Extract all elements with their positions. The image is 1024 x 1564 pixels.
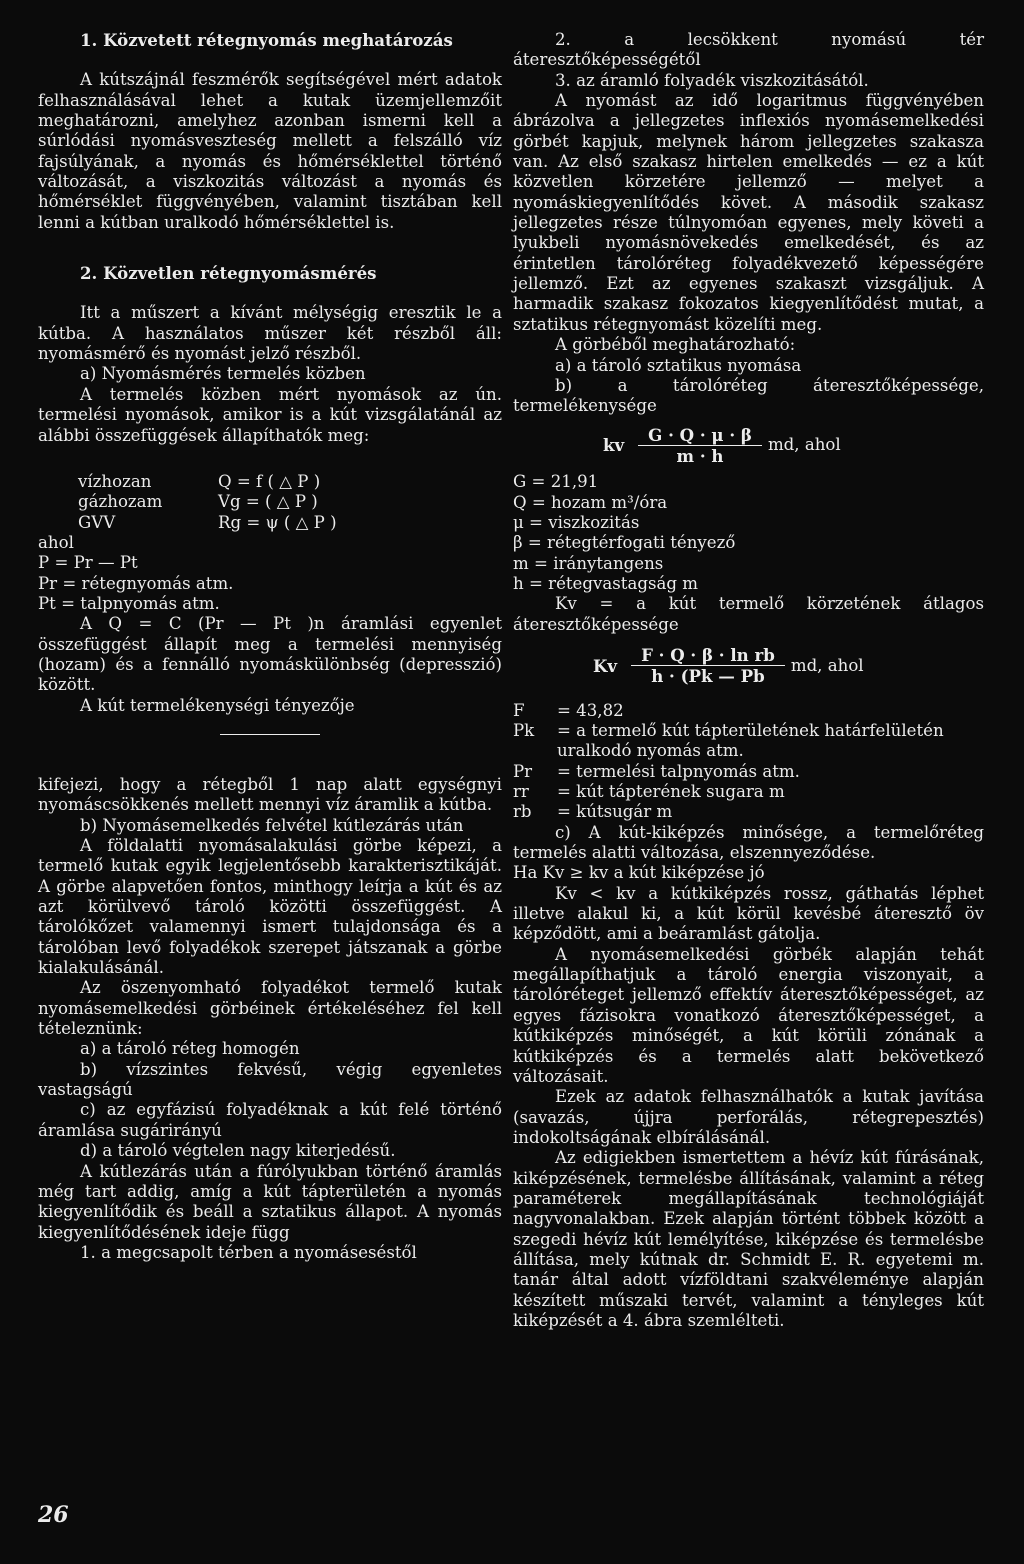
section-heading-2: 2. Közvetlen rétegnyomásmérés xyxy=(80,263,377,284)
symbol: F xyxy=(513,700,525,720)
formula-Kv xyxy=(593,645,984,687)
page-number: 26 xyxy=(38,1502,69,1528)
formula-kv xyxy=(603,425,984,467)
relation-label: vízhozan xyxy=(78,471,152,491)
variable: h = rétegvastagság m xyxy=(513,573,699,593)
formula-tail: md, ahol xyxy=(767,435,841,455)
fraction-numerator: G · Q · μ · β xyxy=(638,425,762,446)
right-column xyxy=(513,30,984,1331)
symbol-definition: = a termelő kút tápterületének határfelületén uralkodó nyomás atm. xyxy=(557,721,944,761)
paragraph: A Q = C (Pr — Pt )n áramlási egyenlet összefüggést állapít meg a termelési mennyiség (hozam) és a fennálló nyomáskülönbség (depresszió) között. xyxy=(38,614,502,695)
symbol: rr xyxy=(513,782,529,802)
list-item: d) a tároló végtelen nagy kiterjedésű. xyxy=(80,1141,396,1161)
paragraph: A görbéből meghatározható: xyxy=(555,335,796,355)
paragraph: Az öszenyomható folyadékot termelő kutak nyomásemelkedési görbéinek értékeléséhez fel kell tételeznünk: xyxy=(38,978,502,1039)
list-item: a) a tároló sztatikus nyomása xyxy=(555,355,802,375)
paragraph: A kút termelékenységi tényezője xyxy=(80,695,355,715)
variable: β = rétegtérfogati tényező xyxy=(513,533,736,553)
paragraph: kifejezi, hogy a rétegből 1 nap alatt egységnyi nyomáscsökkenés mellett mennyi víz áramlik a kútba. xyxy=(38,774,502,815)
symbol: Pr xyxy=(513,761,533,781)
formula-lhs: Kv xyxy=(593,655,618,676)
symbol: rb xyxy=(513,802,532,822)
symbol-definition: = kútsugár m xyxy=(557,802,673,822)
paragraph: A földalatti nyomásalakulási görbe képezi, a termelő kutak egyik legjelentősebb karakterisztikáját. A görbe alapvetően fontos, minthogy leírja a kút és az azt körülvevő tároló közötti összefüggést. A tárolókőzet valamennyi ismert tulajdonsága és a tárolóban levő folyadékok szerepet játszanak a görbe kialakulásánál. xyxy=(38,836,502,978)
variable: m = iránytangens xyxy=(513,553,664,573)
section-heading-1: 1. Közvetett rétegnyomás meghatározás xyxy=(80,30,453,50)
paragraph: Itt a műszert a kívánt mélységig eresztik le a kútba. A használatos műszer két részből áll: nyomásmérő és nyomást jelző részből. xyxy=(38,303,502,364)
paragraph: A nyomást az idő logaritmus függvényében ábrázolva a jellegzetes inflexiós nyomásemelkedési görbét kapjuk, melynek három jellegzetes szakasza van. Az első szakasz hirtelen emelkedés — ez a kút közvetlen körzetére jellemző — melyet a nyomáskiegyenlítődés követ. A második szakasz jellegzetes része túlnyomóan egyenes, mely követi a lyukbeli nyomásnövekedés emelkedését, és az érintetlen tárolóréteg folyadékvezető képességére jellemző. Ezt az egyenes szakaszt vizsgáljuk. A harmadik szakasz fokozatos kiegyenlítődést mutat, a sztatikus rétegnyomást közelíti meg. xyxy=(513,91,984,334)
relation-label: gázhozam xyxy=(78,492,163,512)
relations xyxy=(38,472,502,533)
definition: P = Pr — Pt xyxy=(38,553,138,573)
variable: μ = viszkozitás xyxy=(513,512,640,532)
list-item: c) az egyfázisú folyadéknak a kút felé történő áramlása sugárirányú xyxy=(38,1100,502,1140)
left-column xyxy=(38,30,502,1263)
list-item: b) vízszintes fekvésű, végig egyenletes vastagságú xyxy=(38,1059,502,1100)
variable: G = 21,91 xyxy=(513,472,599,492)
definition: Pr = rétegnyomás atm. xyxy=(38,573,234,593)
formula-tail: md, ahol xyxy=(790,655,864,675)
list-item: a) a tároló réteg homogén xyxy=(80,1039,300,1059)
paragraph: A kútlezárás után a fúrólyukban történő áramlás még tart addig, amíg a kút tápterületén a nyomás kiegyenlítődik és beáll a sztatikus állapot. A nyomás kiegyenlítődésének ideje függ xyxy=(38,1161,502,1242)
paragraph: A nyomásemelkedési görbék alapján tehát megállapíthatjuk a tároló energia viszonyait, a tárolóréteget jellemző effektív áteresztőképességet, az egyes fázisokra vonatkozó áteresztőképességet, a kútkiképzés minőségét, a kút körüli zónának a kútkiképzés és a termelés alatt bekövetkező változásait. xyxy=(513,944,984,1086)
subheading: b) Nyomásemelkedés felvétel kútlezárás után xyxy=(80,815,464,835)
ahol-label: ahol xyxy=(38,532,74,552)
subheading: a) Nyomásmérés termelés közben xyxy=(80,364,366,384)
symbol: Pk xyxy=(513,721,535,740)
paragraph: Kv < kv a kútkiképzés rossz, gáthatás léphet illetve alakul ki, a kút körül kevésbé áteresztő öv képződött, ami a beáramlást gátolja. xyxy=(513,883,984,944)
variable: Kv = a kút termelő körzetének átlagos áteresztőképessége xyxy=(513,594,984,634)
list-item: 2. a lecsökkent nyomású tér áteresztőképességétől xyxy=(513,30,984,70)
fraction xyxy=(638,425,762,467)
relation-expr: Vg = ( △ P ) xyxy=(218,492,318,512)
symbol-definition: = kút tápterének sugara m xyxy=(557,782,785,802)
paragraph: A termelés közben mért nyomások az ún. termelési nyomások, amikor is a kút vizsgálatánál az alábbi összefüggések állapíthatók meg: xyxy=(38,384,502,445)
symbol-definition: = termelési talpnyomás atm. xyxy=(557,761,800,781)
formula-rule xyxy=(220,734,320,735)
fraction-denominator: h · (Pk — Pb xyxy=(651,666,765,687)
list-item: 1. a megcsapolt térben a nyomáseséstől xyxy=(80,1242,417,1262)
relation-label: GVV xyxy=(78,512,116,532)
list-item: 3. az áramló folyadék viszkozitásától. xyxy=(555,70,869,90)
variable: Q = hozam m³/óra xyxy=(513,492,668,512)
paragraph: Az edigiekben ismertettem a hévíz kút fúrásának, kiképzésének, termelésbe állításának, valamint a réteg paraméterek megállapításának technológiáját nagyvonalakban. Ezek alapján történt többek között a szegedi hévíz kút lemélyítése, kiképzése és termelésbe állítása, mely kútnak dr. Schmidt E. R. egyetemi m. tanár által adott vízföldtani szakvéleménye alapján készített műszaki tervét, valamint a tényleges kút kiképzését a 4. ábra szemlélteti. xyxy=(513,1148,984,1330)
paragraph: A kútszájnál feszmérők segítségével mért adatok felhasználásával lehet a kutak üzemjellemzőit meghatározni, amelyhez azonban ismerni kell a súrlódási nyomásveszteség mellett a felszálló víz fajsúlyának, a nyomás és hőmérséklettel történő változását, a viszkozitás változást a nyomás és hőmérséklet függvényében, valamint tisztában kell lenni a kútban uralkodó hőmérséklettel is. xyxy=(38,70,502,232)
paragraph: Ezek az adatok felhasználhatók a kutak javítása (savazás, újjra perforálás, rétegrepesztés) indokoltságának elbírálásánál. xyxy=(513,1087,984,1147)
relation-expr: Rg = ψ ( △ P ) xyxy=(218,512,337,532)
list-item: b) a tárolóréteg áteresztőképessége, termelékenysége xyxy=(513,375,984,416)
fraction xyxy=(631,645,785,687)
relation-expr: Q = f ( △ P ) xyxy=(218,471,321,491)
paragraph: Ha Kv ≥ kv a kút kiképzése jó xyxy=(513,863,765,883)
fraction-denominator: m · h xyxy=(676,445,724,466)
paragraph: c) A kút-kiképzés minősége, a termelőréteg termelés alatti változása, elszennyeződése. xyxy=(513,822,984,863)
fraction-numerator: F · Q · β · ln rb xyxy=(631,645,785,666)
definition: Pt = talpnyomás atm. xyxy=(38,593,220,613)
formula-lhs: kv xyxy=(603,435,625,456)
symbol-definition: = 43,82 xyxy=(557,700,624,720)
definition-list xyxy=(513,701,984,823)
